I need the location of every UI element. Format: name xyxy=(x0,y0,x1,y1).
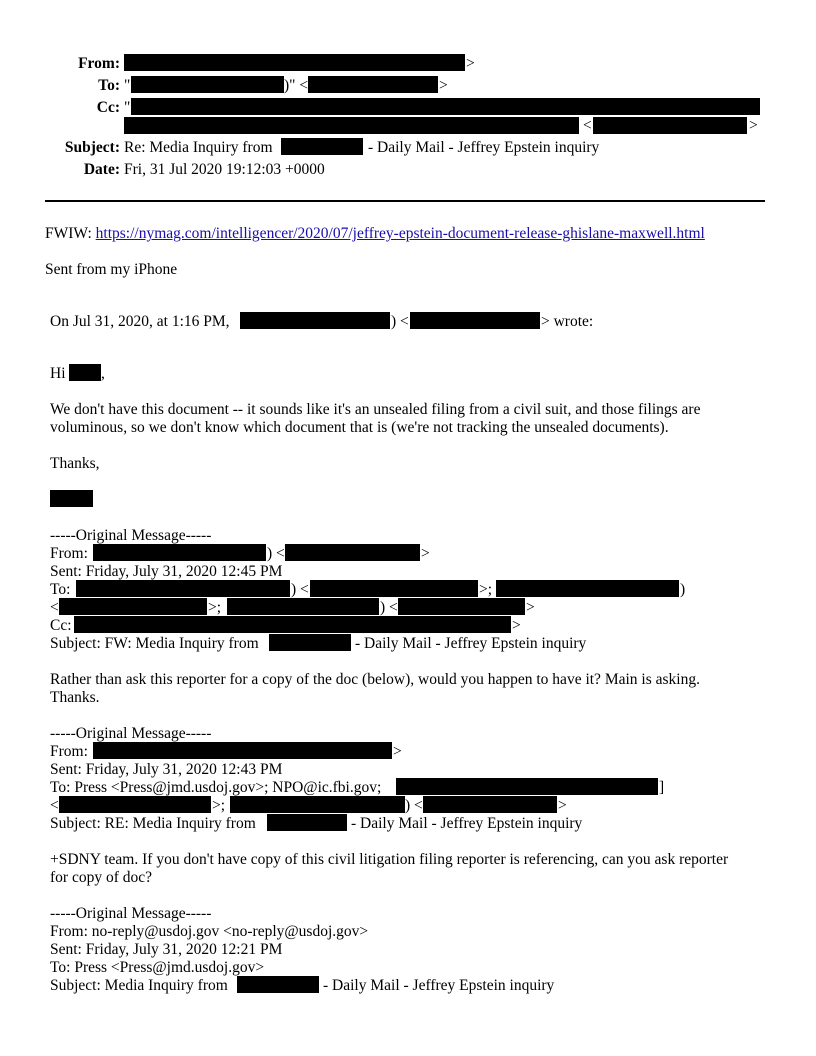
fwiw-link[interactable]: https://nymag.com/intelligencer/2020/07/jeffrey-epstein-document-release-ghislane-maxwell.html xyxy=(95,225,705,242)
msg2-line2-mid1: >; xyxy=(212,797,226,814)
msg1-to-tail: ) xyxy=(680,581,686,598)
msg3-to: To: Press <Press@jmd.usdoj.gov> xyxy=(50,959,265,976)
redaction-box xyxy=(59,796,211,813)
redaction-box xyxy=(131,76,284,93)
to-label: To: xyxy=(98,77,120,94)
cc-lt: < xyxy=(583,117,592,134)
redaction-box xyxy=(410,312,540,329)
date-value: Fri, 31 Jul 2020 19:12:03 +0000 xyxy=(124,161,325,178)
redaction-box xyxy=(396,778,658,795)
msg3-subject-post: - Daily Mail - Jeffrey Epstein inquiry xyxy=(323,977,555,994)
greeting: Hi xyxy=(50,365,66,382)
to-quote-open: " xyxy=(124,77,131,94)
sent-from-line: Sent from my iPhone xyxy=(45,261,178,278)
original-message-separator: -----Original Message----- xyxy=(50,725,212,742)
redaction-box xyxy=(593,117,747,134)
header-divider xyxy=(45,200,765,202)
redaction-box xyxy=(423,796,557,813)
cc-tail: > xyxy=(749,117,758,134)
msg2-para-line2: for copy of doc? xyxy=(50,869,152,886)
redaction-box xyxy=(310,580,478,597)
msg2-line2-mid2: ) < xyxy=(405,797,423,814)
subject-post: - Daily Mail - Jeffrey Epstein inquiry xyxy=(368,139,600,156)
to-tail: > xyxy=(439,77,448,94)
greeting-comma: , xyxy=(101,365,105,382)
redaction-box xyxy=(227,598,379,615)
cc-label: Cc: xyxy=(96,99,120,116)
subject-label: Subject: xyxy=(64,139,120,156)
msg2-subject-post: - Daily Mail - Jeffrey Epstein inquiry xyxy=(351,815,583,832)
redaction-box xyxy=(308,76,438,93)
fwiw-label: FWIW: xyxy=(45,225,92,242)
msg1-to-mid1: ) < xyxy=(291,581,309,598)
redaction-box xyxy=(124,54,465,71)
msg1-line2-lt: < xyxy=(50,599,59,616)
msg1-to-label: To: xyxy=(50,581,71,598)
redaction-box xyxy=(240,312,390,329)
redaction-box xyxy=(124,117,579,134)
original-message-separator: -----Original Message----- xyxy=(50,527,212,544)
msg2-para-line1: +SDNY team. If you don't have copy of this civil litigation filing reporter is referencing, can you ask reporter xyxy=(50,851,729,868)
redaction-box xyxy=(59,598,207,615)
msg3-sent: Sent: Friday, July 31, 2020 12:21 PM xyxy=(50,941,283,958)
on-wrote-mid: ) < xyxy=(391,313,409,330)
redaction-box xyxy=(93,544,266,561)
redaction-box xyxy=(93,742,392,759)
msg1-subject-post: - Daily Mail - Jeffrey Epstein inquiry xyxy=(355,635,587,652)
on-wrote-post: > wrote: xyxy=(541,313,594,330)
msg1-from-mid: ) < xyxy=(267,545,285,562)
reply-para-line1: We don't have this document -- it sounds like it's an unsealed filing from a civil suit, and those filings are xyxy=(50,401,701,418)
msg1-to-mid2: >; xyxy=(479,581,493,598)
redaction-box xyxy=(74,616,511,633)
msg3-from: From: no-reply@usdoj.gov <no-reply@usdoj.gov> xyxy=(50,923,369,940)
msg1-from-label: From: xyxy=(50,545,88,562)
date-label: Date: xyxy=(83,161,120,178)
msg2-subject-pre: Subject: RE: Media Inquiry from xyxy=(50,815,256,832)
to-quote-close: )" < xyxy=(284,77,309,94)
msg1-subject-pre: Subject: FW: Media Inquiry from xyxy=(50,635,259,652)
on-wrote-pre: On Jul 31, 2020, at 1:16 PM, xyxy=(50,313,230,330)
redaction-box xyxy=(398,598,525,615)
msg1-line2-mid1: >; xyxy=(208,599,222,616)
signature-redaction xyxy=(50,490,93,507)
original-message-separator: -----Original Message----- xyxy=(50,905,212,922)
msg1-para-line1: Rather than ask this reporter for a copy of the doc (below), would you happen to have it? Main is asking. xyxy=(50,671,700,688)
from-tail: > xyxy=(466,55,475,72)
msg2-from-tail: > xyxy=(393,743,402,760)
msg1-line2-mid2: ) < xyxy=(380,599,398,616)
msg2-from-label: From: xyxy=(50,743,88,760)
msg1-sent: Sent: Friday, July 31, 2020 12:45 PM xyxy=(50,563,283,580)
redaction-box xyxy=(269,634,351,651)
msg1-para-line2: Thanks. xyxy=(50,689,100,706)
redaction-box xyxy=(131,98,760,115)
msg2-to-pre: To: Press <Press@jmd.usdoj.gov>; NPO@ic.fbi.gov; xyxy=(50,779,382,796)
cc-quote-open: " xyxy=(124,99,131,116)
msg2-line2-tail: > xyxy=(558,797,567,814)
msg1-from-tail: > xyxy=(421,545,430,562)
redaction-box xyxy=(237,976,319,993)
thanks-line: Thanks, xyxy=(50,455,100,472)
redaction-box xyxy=(496,580,679,597)
redaction-box xyxy=(76,580,290,597)
msg2-sent: Sent: Friday, July 31, 2020 12:43 PM xyxy=(50,761,283,778)
msg1-cc-tail: > xyxy=(512,617,521,634)
redaction-box xyxy=(285,544,420,561)
redaction-box xyxy=(69,364,101,381)
msg2-to-tail: ] xyxy=(659,779,665,796)
msg3-subject-pre: Subject: Media Inquiry from xyxy=(50,977,228,994)
redaction-box xyxy=(281,138,363,155)
redaction-box xyxy=(267,814,347,831)
msg2-line2-lt: < xyxy=(50,797,59,814)
fwiw-line xyxy=(45,225,705,243)
subject-pre: Re: Media Inquiry from xyxy=(124,139,273,156)
msg1-line2-tail: > xyxy=(526,599,535,616)
from-label: From: xyxy=(78,55,120,72)
redaction-box xyxy=(230,796,405,813)
reply-para-line2: voluminous, so we don't know which document that is (we're not tracking the unsealed documents). xyxy=(50,419,669,436)
msg1-cc-label: Cc: xyxy=(50,617,72,634)
